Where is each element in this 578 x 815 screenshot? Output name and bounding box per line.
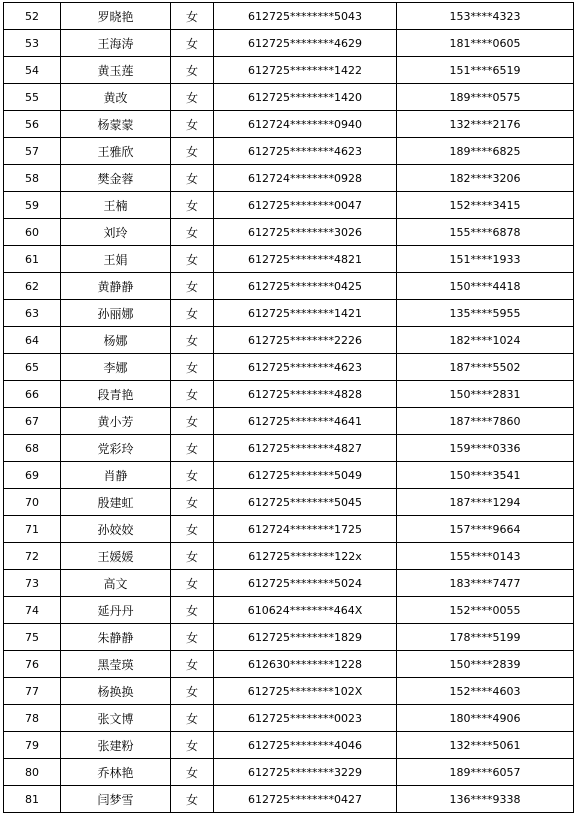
table-row bbox=[4, 3, 574, 30]
phone-cell: 182****3206 bbox=[397, 165, 574, 192]
id-number-cell: 612725********4827 bbox=[214, 435, 397, 462]
id-number-cell: 612725********1422 bbox=[214, 57, 397, 84]
table-row bbox=[4, 192, 574, 219]
gender-cell: 女 bbox=[171, 354, 214, 381]
id-number-cell: 610624********464X bbox=[214, 597, 397, 624]
table-row bbox=[4, 327, 574, 354]
phone-cell: 157****9664 bbox=[397, 516, 574, 543]
name-cell: 王媛媛 bbox=[61, 543, 171, 570]
table-row bbox=[4, 354, 574, 381]
phone-cell: 150****2839 bbox=[397, 651, 574, 678]
name-cell: 殷建虹 bbox=[61, 489, 171, 516]
table-row bbox=[4, 543, 574, 570]
table-row bbox=[4, 246, 574, 273]
phone-cell: 135****5955 bbox=[397, 300, 574, 327]
row-number-cell: 57 bbox=[4, 138, 61, 165]
name-cell: 孙姣姣 bbox=[61, 516, 171, 543]
id-number-cell: 612725********3026 bbox=[214, 219, 397, 246]
gender-cell: 女 bbox=[171, 462, 214, 489]
phone-cell: 183****7477 bbox=[397, 570, 574, 597]
row-number-cell: 75 bbox=[4, 624, 61, 651]
phone-cell: 150****2831 bbox=[397, 381, 574, 408]
name-cell: 黄改 bbox=[61, 84, 171, 111]
phone-cell: 150****4418 bbox=[397, 273, 574, 300]
row-number-cell: 68 bbox=[4, 435, 61, 462]
id-number-cell: 612630********1228 bbox=[214, 651, 397, 678]
row-number-cell: 56 bbox=[4, 111, 61, 138]
row-number-cell: 80 bbox=[4, 759, 61, 786]
row-number-cell: 60 bbox=[4, 219, 61, 246]
phone-cell: 189****6057 bbox=[397, 759, 574, 786]
name-cell: 杨娜 bbox=[61, 327, 171, 354]
id-number-cell: 612725********102X bbox=[214, 678, 397, 705]
gender-cell: 女 bbox=[171, 300, 214, 327]
id-number-cell: 612725********0427 bbox=[214, 786, 397, 813]
name-cell: 党彩玲 bbox=[61, 435, 171, 462]
phone-cell: 182****1024 bbox=[397, 327, 574, 354]
table-row bbox=[4, 516, 574, 543]
gender-cell: 女 bbox=[171, 678, 214, 705]
gender-cell: 女 bbox=[171, 732, 214, 759]
phone-cell: 152****3415 bbox=[397, 192, 574, 219]
row-number-cell: 52 bbox=[4, 3, 61, 30]
name-cell: 高文 bbox=[61, 570, 171, 597]
row-number-cell: 77 bbox=[4, 678, 61, 705]
phone-cell: 187****7860 bbox=[397, 408, 574, 435]
id-number-cell: 612724********0940 bbox=[214, 111, 397, 138]
id-number-cell: 612725********4623 bbox=[214, 138, 397, 165]
gender-cell: 女 bbox=[171, 30, 214, 57]
id-number-cell: 612725********0425 bbox=[214, 273, 397, 300]
table-row bbox=[4, 624, 574, 651]
phone-cell: 187****5502 bbox=[397, 354, 574, 381]
row-number-cell: 53 bbox=[4, 30, 61, 57]
table-row bbox=[4, 300, 574, 327]
gender-cell: 女 bbox=[171, 192, 214, 219]
id-number-cell: 612725********4828 bbox=[214, 381, 397, 408]
name-cell: 延丹丹 bbox=[61, 597, 171, 624]
row-number-cell: 72 bbox=[4, 543, 61, 570]
gender-cell: 女 bbox=[171, 3, 214, 30]
name-cell: 杨蒙蒙 bbox=[61, 111, 171, 138]
table-row bbox=[4, 138, 574, 165]
phone-cell: 189****6825 bbox=[397, 138, 574, 165]
gender-cell: 女 bbox=[171, 246, 214, 273]
name-cell: 樊金蓉 bbox=[61, 165, 171, 192]
gender-cell: 女 bbox=[171, 786, 214, 813]
table-row bbox=[4, 111, 574, 138]
name-cell: 黄静静 bbox=[61, 273, 171, 300]
id-number-cell: 612725********2226 bbox=[214, 327, 397, 354]
row-number-cell: 63 bbox=[4, 300, 61, 327]
phone-cell: 153****4323 bbox=[397, 3, 574, 30]
id-number-cell: 612725********5049 bbox=[214, 462, 397, 489]
name-cell: 黑莹瑛 bbox=[61, 651, 171, 678]
phone-cell: 151****1933 bbox=[397, 246, 574, 273]
phone-cell: 155****6878 bbox=[397, 219, 574, 246]
name-cell: 闫梦雪 bbox=[61, 786, 171, 813]
gender-cell: 女 bbox=[171, 111, 214, 138]
id-number-cell: 612725********4046 bbox=[214, 732, 397, 759]
id-number-cell: 612725********4641 bbox=[214, 408, 397, 435]
row-number-cell: 65 bbox=[4, 354, 61, 381]
name-cell: 张建粉 bbox=[61, 732, 171, 759]
gender-cell: 女 bbox=[171, 489, 214, 516]
phone-cell: 151****6519 bbox=[397, 57, 574, 84]
row-number-cell: 69 bbox=[4, 462, 61, 489]
table-row bbox=[4, 678, 574, 705]
row-number-cell: 64 bbox=[4, 327, 61, 354]
phone-cell: 159****0336 bbox=[397, 435, 574, 462]
table-row bbox=[4, 435, 574, 462]
table-row bbox=[4, 651, 574, 678]
table-row bbox=[4, 732, 574, 759]
table-row bbox=[4, 57, 574, 84]
id-number-cell: 612725********5043 bbox=[214, 3, 397, 30]
phone-cell: 189****0575 bbox=[397, 84, 574, 111]
gender-cell: 女 bbox=[171, 165, 214, 192]
name-cell: 王海涛 bbox=[61, 30, 171, 57]
row-number-cell: 70 bbox=[4, 489, 61, 516]
id-number-cell: 612725********4629 bbox=[214, 30, 397, 57]
id-number-cell: 612725********4623 bbox=[214, 354, 397, 381]
phone-cell: 180****4906 bbox=[397, 705, 574, 732]
table-row bbox=[4, 219, 574, 246]
gender-cell: 女 bbox=[171, 273, 214, 300]
phone-cell: 132****5061 bbox=[397, 732, 574, 759]
gender-cell: 女 bbox=[171, 84, 214, 111]
gender-cell: 女 bbox=[171, 381, 214, 408]
id-number-cell: 612724********0928 bbox=[214, 165, 397, 192]
id-number-cell: 612725********5024 bbox=[214, 570, 397, 597]
id-number-cell: 612725********0047 bbox=[214, 192, 397, 219]
gender-cell: 女 bbox=[171, 651, 214, 678]
table-row bbox=[4, 30, 574, 57]
id-number-cell: 612725********1420 bbox=[214, 84, 397, 111]
row-number-cell: 55 bbox=[4, 84, 61, 111]
table-row bbox=[4, 84, 574, 111]
name-cell: 孙丽娜 bbox=[61, 300, 171, 327]
row-number-cell: 78 bbox=[4, 705, 61, 732]
name-cell: 李娜 bbox=[61, 354, 171, 381]
id-number-cell: 612725********4821 bbox=[214, 246, 397, 273]
row-number-cell: 67 bbox=[4, 408, 61, 435]
table-row bbox=[4, 705, 574, 732]
table-row bbox=[4, 408, 574, 435]
name-cell: 王娟 bbox=[61, 246, 171, 273]
id-number-cell: 612725********3229 bbox=[214, 759, 397, 786]
table-row bbox=[4, 273, 574, 300]
name-cell: 刘玲 bbox=[61, 219, 171, 246]
gender-cell: 女 bbox=[171, 624, 214, 651]
name-cell: 张文博 bbox=[61, 705, 171, 732]
gender-cell: 女 bbox=[171, 408, 214, 435]
roster-table-body bbox=[4, 3, 574, 813]
gender-cell: 女 bbox=[171, 327, 214, 354]
gender-cell: 女 bbox=[171, 570, 214, 597]
row-number-cell: 71 bbox=[4, 516, 61, 543]
phone-cell: 178****5199 bbox=[397, 624, 574, 651]
table-row bbox=[4, 165, 574, 192]
table-row bbox=[4, 570, 574, 597]
gender-cell: 女 bbox=[171, 516, 214, 543]
id-number-cell: 612724********1725 bbox=[214, 516, 397, 543]
gender-cell: 女 bbox=[171, 435, 214, 462]
phone-cell: 152****4603 bbox=[397, 678, 574, 705]
table-row bbox=[4, 759, 574, 786]
row-number-cell: 61 bbox=[4, 246, 61, 273]
phone-cell: 181****0605 bbox=[397, 30, 574, 57]
phone-cell: 152****0055 bbox=[397, 597, 574, 624]
name-cell: 段青艳 bbox=[61, 381, 171, 408]
id-number-cell: 612725********1421 bbox=[214, 300, 397, 327]
row-number-cell: 73 bbox=[4, 570, 61, 597]
row-number-cell: 66 bbox=[4, 381, 61, 408]
roster-table bbox=[3, 2, 574, 813]
row-number-cell: 58 bbox=[4, 165, 61, 192]
id-number-cell: 612725********5045 bbox=[214, 489, 397, 516]
gender-cell: 女 bbox=[171, 138, 214, 165]
id-number-cell: 612725********1829 bbox=[214, 624, 397, 651]
table-row bbox=[4, 786, 574, 813]
name-cell: 肖静 bbox=[61, 462, 171, 489]
row-number-cell: 81 bbox=[4, 786, 61, 813]
row-number-cell: 62 bbox=[4, 273, 61, 300]
phone-cell: 150****3541 bbox=[397, 462, 574, 489]
name-cell: 罗晓艳 bbox=[61, 3, 171, 30]
phone-cell: 132****2176 bbox=[397, 111, 574, 138]
gender-cell: 女 bbox=[171, 57, 214, 84]
gender-cell: 女 bbox=[171, 597, 214, 624]
row-number-cell: 79 bbox=[4, 732, 61, 759]
table-row bbox=[4, 381, 574, 408]
name-cell: 朱静静 bbox=[61, 624, 171, 651]
name-cell: 黄玉莲 bbox=[61, 57, 171, 84]
table-row bbox=[4, 489, 574, 516]
gender-cell: 女 bbox=[171, 705, 214, 732]
name-cell: 杨换换 bbox=[61, 678, 171, 705]
name-cell: 黄小芳 bbox=[61, 408, 171, 435]
phone-cell: 187****1294 bbox=[397, 489, 574, 516]
row-number-cell: 76 bbox=[4, 651, 61, 678]
phone-cell: 136****9338 bbox=[397, 786, 574, 813]
row-number-cell: 54 bbox=[4, 57, 61, 84]
gender-cell: 女 bbox=[171, 543, 214, 570]
gender-cell: 女 bbox=[171, 759, 214, 786]
row-number-cell: 74 bbox=[4, 597, 61, 624]
id-number-cell: 612725********122x bbox=[214, 543, 397, 570]
name-cell: 王楠 bbox=[61, 192, 171, 219]
name-cell: 乔林艳 bbox=[61, 759, 171, 786]
row-number-cell: 59 bbox=[4, 192, 61, 219]
table-row bbox=[4, 462, 574, 489]
table-row bbox=[4, 597, 574, 624]
phone-cell: 155****0143 bbox=[397, 543, 574, 570]
name-cell: 王雅欣 bbox=[61, 138, 171, 165]
id-number-cell: 612725********0023 bbox=[214, 705, 397, 732]
gender-cell: 女 bbox=[171, 219, 214, 246]
